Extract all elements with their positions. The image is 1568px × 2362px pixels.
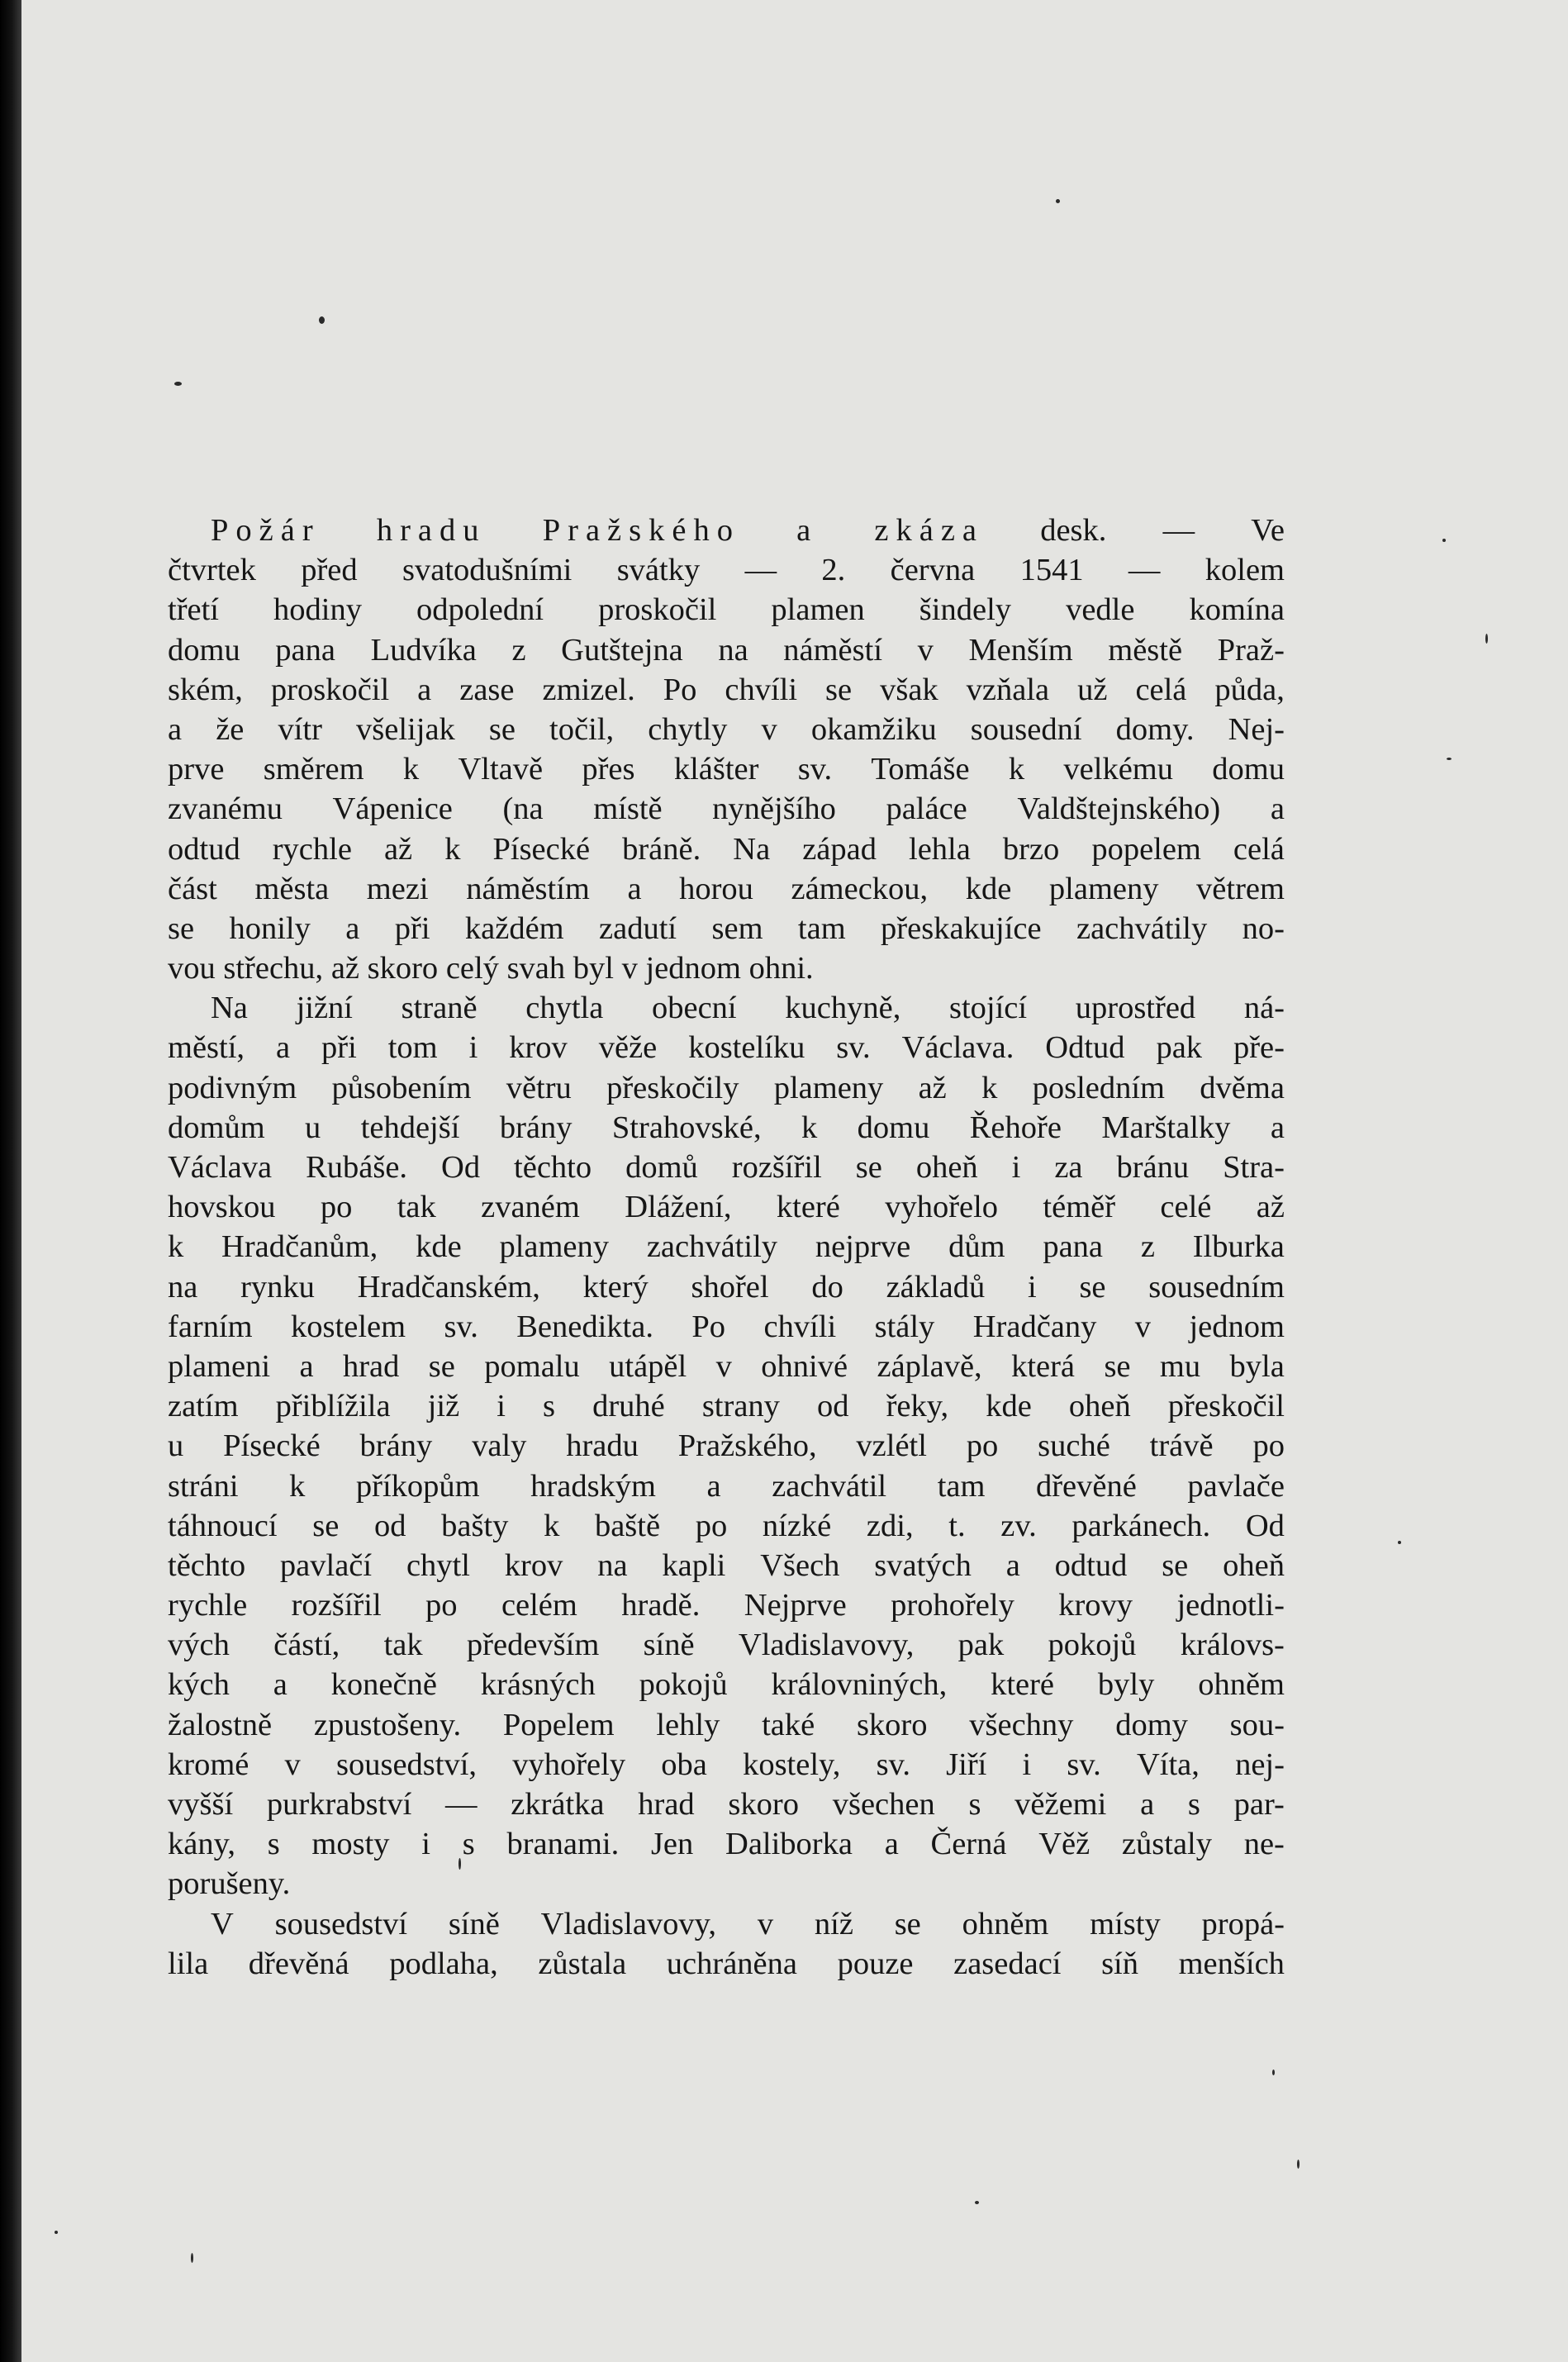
scan-speck [1447,758,1452,760]
text-line: prve směrem k Vltavě přes klášter sv. Tomáše k velkému domu [168,752,1285,787]
text-line: kány, s mosty i s branami. Jen Daliborka a Černá Věž zůstaly ne- [168,1827,1285,1862]
scan-speck [1398,1541,1401,1544]
text-line: se honily a při každém zadutí sem tam přeskakujíce zachvátily no- [168,910,1285,946]
text-line: vých částí, tak především síně Vladislavovy, pak pokojů královs- [168,1628,1285,1663]
body-text [168,511,1285,1984]
text-line: porušeny. [168,1866,291,1902]
scan-speck [975,2201,979,2204]
text-line: k Hradčanům, kde plameny zachvátily nejprve dům pana z Ilburka [168,1229,1285,1265]
text-line: ském, proskočil a zase zmizel. Po chvíli se však vzňala už celá půda, [168,672,1285,707]
scan-speck [191,2253,193,2263]
text-line: V sousedství síně Vladislavovy, v níž se ohněm místy propá- [211,1906,1285,1941]
text-line: stráni k příkopům hradským a zachvátil tam dřevěné pavlače [168,1468,1285,1504]
text-line: domům u tehdejší brány Strahovské, k domu Řehoře Marštalky a [168,1110,1285,1145]
text-line: městí, a při tom i krov věže kostelíku sv. Václava. Odtud pak pře- [168,1030,1285,1066]
text-line: na rynku Hradčanském, který shořel do základů i se sousedním [168,1269,1285,1305]
text-line: kých a konečně krásných pokojů královniných, které byly ohněm [168,1667,1285,1703]
text-line: zatím přiblížila již i s druhé strany od řeky, kde oheň přeskočil [168,1389,1285,1424]
scan-speck [1056,199,1060,203]
text-line: u Písecké brány valy hradu Pražského, vzlétl po suché trávě po [168,1428,1285,1464]
text-line: rychle rozšířil po celém hradě. Nejprve prohořely krovy jednotli- [168,1588,1285,1623]
text-line: čtvrtek před svatodušními svátky — 2. června 1541 — kolem [168,553,1285,588]
text-line: část města mezi náměstím a horou zámeckou, kde plameny větrem [168,871,1285,906]
scan-speck [174,382,182,386]
scan-speck [1297,2160,1300,2169]
text-line: táhnoucí se od bašty k baště po nízké zdi, t. zv. parkánech. Od [168,1508,1285,1543]
scan-left-edge [0,0,21,2362]
text-line: žalostně zpustošeny. Popelem lehly také skoro všechny domy sou- [168,1707,1285,1742]
text-line: Václava Rubáše. Od těchto domů rozšířil se oheň i za bránu Stra- [168,1150,1285,1185]
scan-speck [1485,634,1488,644]
scan-speck [319,316,325,324]
text-line: odtud rychle až k Písecké bráně. Na západ lehla brzo popelem celá [168,831,1285,867]
text-line: lila dřevěná podlaha, zůstala uchráněna pouze zasedací síň menších [168,1946,1285,1981]
text-line: vou střechu, až skoro celý svah byl v jednom ohni. [168,951,814,986]
book-page [21,0,1568,2362]
text-line: podivným působením větru přeskočily plameny až k posledním dvěma [168,1070,1285,1105]
text-line: Požár hradu Pražského a zkáza desk. — Ve [211,513,1285,548]
text-line: kromé v sousedství, vyhořely oba kostely, sv. Jiří i sv. Víta, nej- [168,1747,1285,1782]
scan-speck [55,2231,58,2234]
text-line: zvanému Vápenice (na místě nynějšího paláce Valdštejnského) a [168,791,1285,827]
scan-speck [1272,2070,1275,2075]
text-line: těchto pavlačí chytl krov na kapli Všech svatých a odtud se oheň [168,1547,1285,1583]
text-line: třetí hodiny odpolední proskočil plamen šindely vedle komína [168,592,1285,628]
text-line: domu pana Ludvíka z Gutštejna na náměstí v Menším městě Praž- [168,632,1285,668]
scan-speck [1442,539,1446,542]
text-line: farním kostelem sv. Benedikta. Po chvíli stály Hradčany v jednom [168,1309,1285,1344]
text-line: plameni a hrad se pomalu utápěl v ohnivé záplavě, která se mu byla [168,1348,1285,1384]
text-line: vyšší purkrabství — zkrátka hrad skoro všechen s věžemi a s par- [168,1787,1285,1822]
text-line: a že vítr všelijak se točil, chytly v okamžiku sousední domy. Nej- [168,711,1285,747]
text-line: Na jižní straně chytla obecní kuchyně, stojící uprostřed ná- [211,991,1285,1026]
text-line: hovskou po tak zvaném Dlážení, které vyhořelo téměř celé až [168,1190,1285,1225]
